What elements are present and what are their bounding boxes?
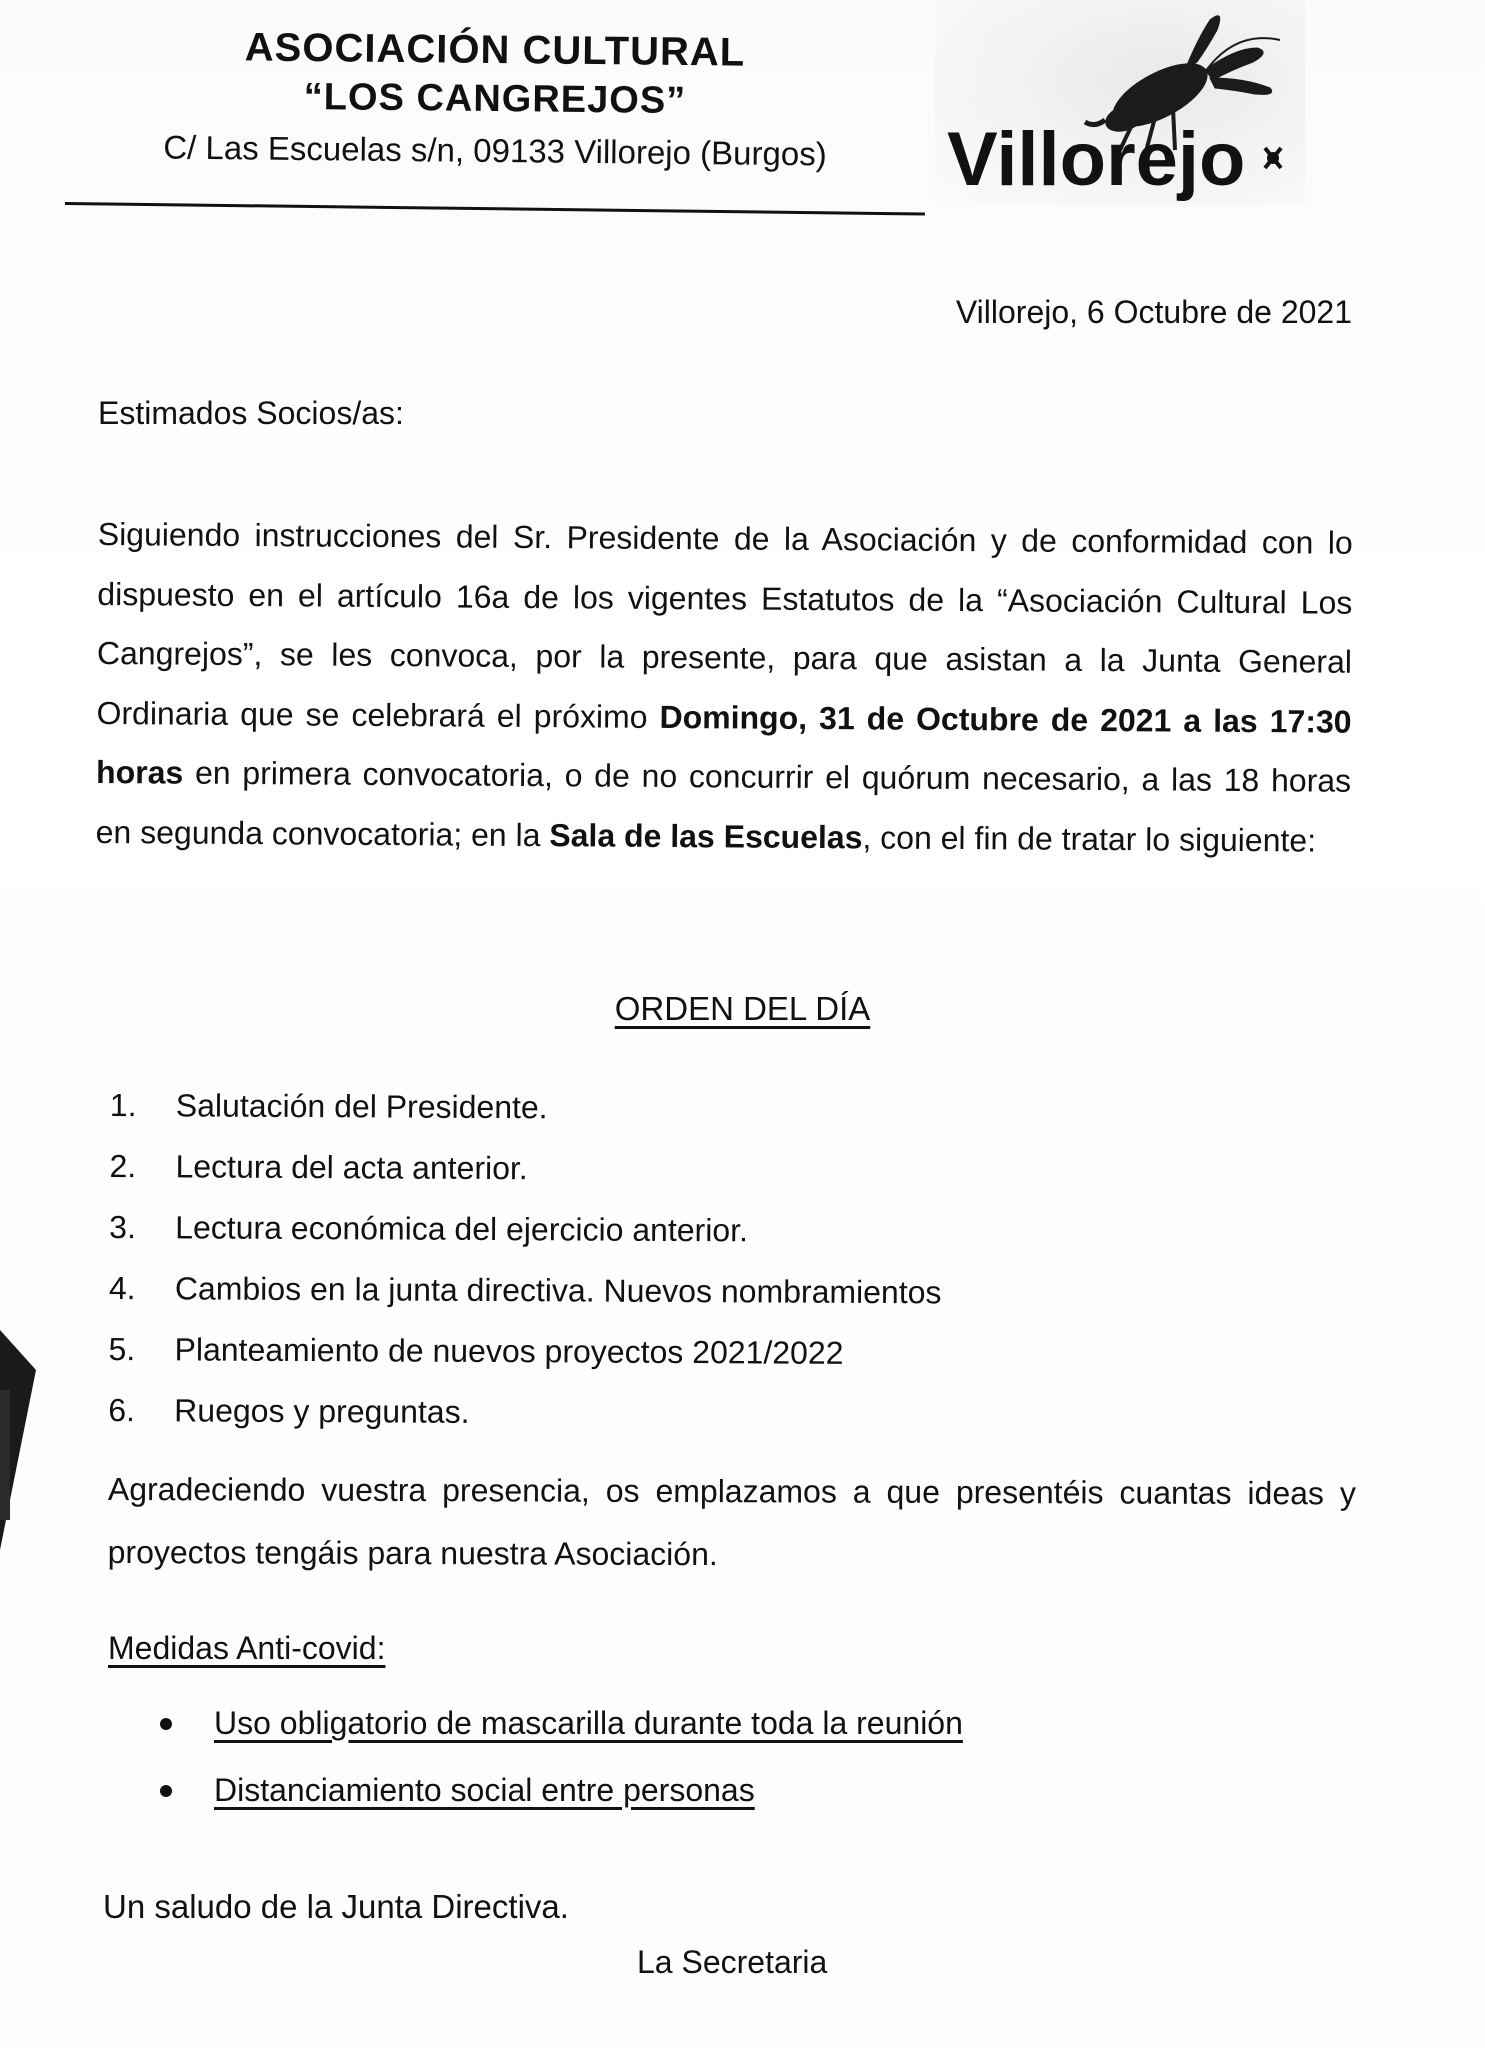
closing-paragraph: Agradeciendo vuestra presencia, os emplazamos a que presentéis cuantas ideas y proyectos tengáis para nuestra Asociación. — [107, 1470, 1356, 1573]
agenda-item-number: 4. — [108, 1269, 136, 1307]
agenda-item — [109, 1258, 1309, 1325]
covid-measure-text: Distanciamiento social entre personas — [214, 1772, 755, 1808]
body-text-3: , con el fin de tratar lo siguiente: — [862, 818, 1317, 859]
agenda-item-number: 5. — [108, 1330, 136, 1368]
meeting-place: Sala de las Escuelas — [549, 816, 863, 855]
villorejo-logo — [935, 0, 1305, 205]
scan-artifact-edge — [0, 1390, 10, 1520]
logo-text: Villorejo — [947, 117, 1246, 202]
agenda-list — [108, 1075, 1310, 1447]
agenda-item — [110, 1075, 1310, 1142]
covid-measures-title: Medidas Anti-covid: — [108, 1630, 386, 1666]
farewell: Un saludo de la Junta Directiva. — [103, 1888, 569, 1925]
agenda-item-text: Lectura económica del ejercicio anterior. — [175, 1209, 749, 1249]
org-name: ASOCIACIÓN CULTURAL — [244, 25, 746, 75]
agenda-item-number: 6. — [108, 1391, 136, 1429]
meeting-date-time: Domingo, 31 de Octubre de 2021 a las 17:30 horas — [96, 698, 1352, 791]
agenda-item-text: Lectura del acta anterior. — [175, 1148, 528, 1187]
agenda-item-text: Planteamiento de nuevos proyectos 2021/2022 — [174, 1331, 844, 1371]
org-subname: “LOS CANGREJOS” — [303, 75, 687, 123]
letterhead — [65, 20, 925, 215]
covid-measures-list — [150, 1690, 963, 1824]
agenda-item-text: Salutación del Presidente. — [175, 1087, 548, 1126]
agenda-item — [109, 1136, 1309, 1203]
org-address: C/ Las Escuelas s/n, 09133 Villorejo (Burgos) — [163, 128, 827, 173]
agenda-item-text: Cambios en la junta directiva. Nuevos nombramientos — [174, 1270, 942, 1311]
letter-date: Villorejo, 6 Octubre de 2021 — [955, 294, 1352, 330]
agenda-item — [109, 1197, 1309, 1264]
covid-measure-item — [150, 1757, 963, 1824]
agenda-item-text: Ruegos y preguntas. — [174, 1392, 470, 1430]
agenda-title: ORDEN DEL DÍA — [614, 990, 871, 1027]
body-text-2: en primera convocatoria, o de no concurrir el quórum necesario, a las 18 horas en segunda convocatoria; en la — [95, 754, 1352, 853]
bullet-icon — [160, 1718, 172, 1730]
covid-measure-text: Uso obligatorio de mascarilla durante toda la reunión — [214, 1705, 963, 1741]
agenda-item-number: 2. — [109, 1147, 137, 1185]
agenda-item-number: 3. — [109, 1208, 136, 1246]
signature-role: La Secretaria — [637, 1944, 828, 1980]
convocation-paragraph — [96, 505, 1353, 871]
header-divider — [65, 202, 925, 216]
salutation: Estimados Socios/as: — [98, 395, 404, 431]
bullet-icon — [160, 1785, 172, 1797]
agenda-item — [108, 1380, 1308, 1447]
body-text-1: Siguiendo instrucciones del Sr. Presidente de la Asociación y de conformidad con lo dispuesto en el artículo 16a de los vigentes Estatutos de la “Asociación Cultural Los Cangrejos”, se les convoca, por la presente, para que asistan a la Junta General Ordinaria que se celebrará el próximo — [96, 515, 1353, 735]
covid-measure-item — [150, 1690, 963, 1757]
agenda-item — [108, 1319, 1308, 1386]
agenda-item-number: 1. — [109, 1086, 137, 1124]
crayfish-icon — [935, 0, 1305, 205]
